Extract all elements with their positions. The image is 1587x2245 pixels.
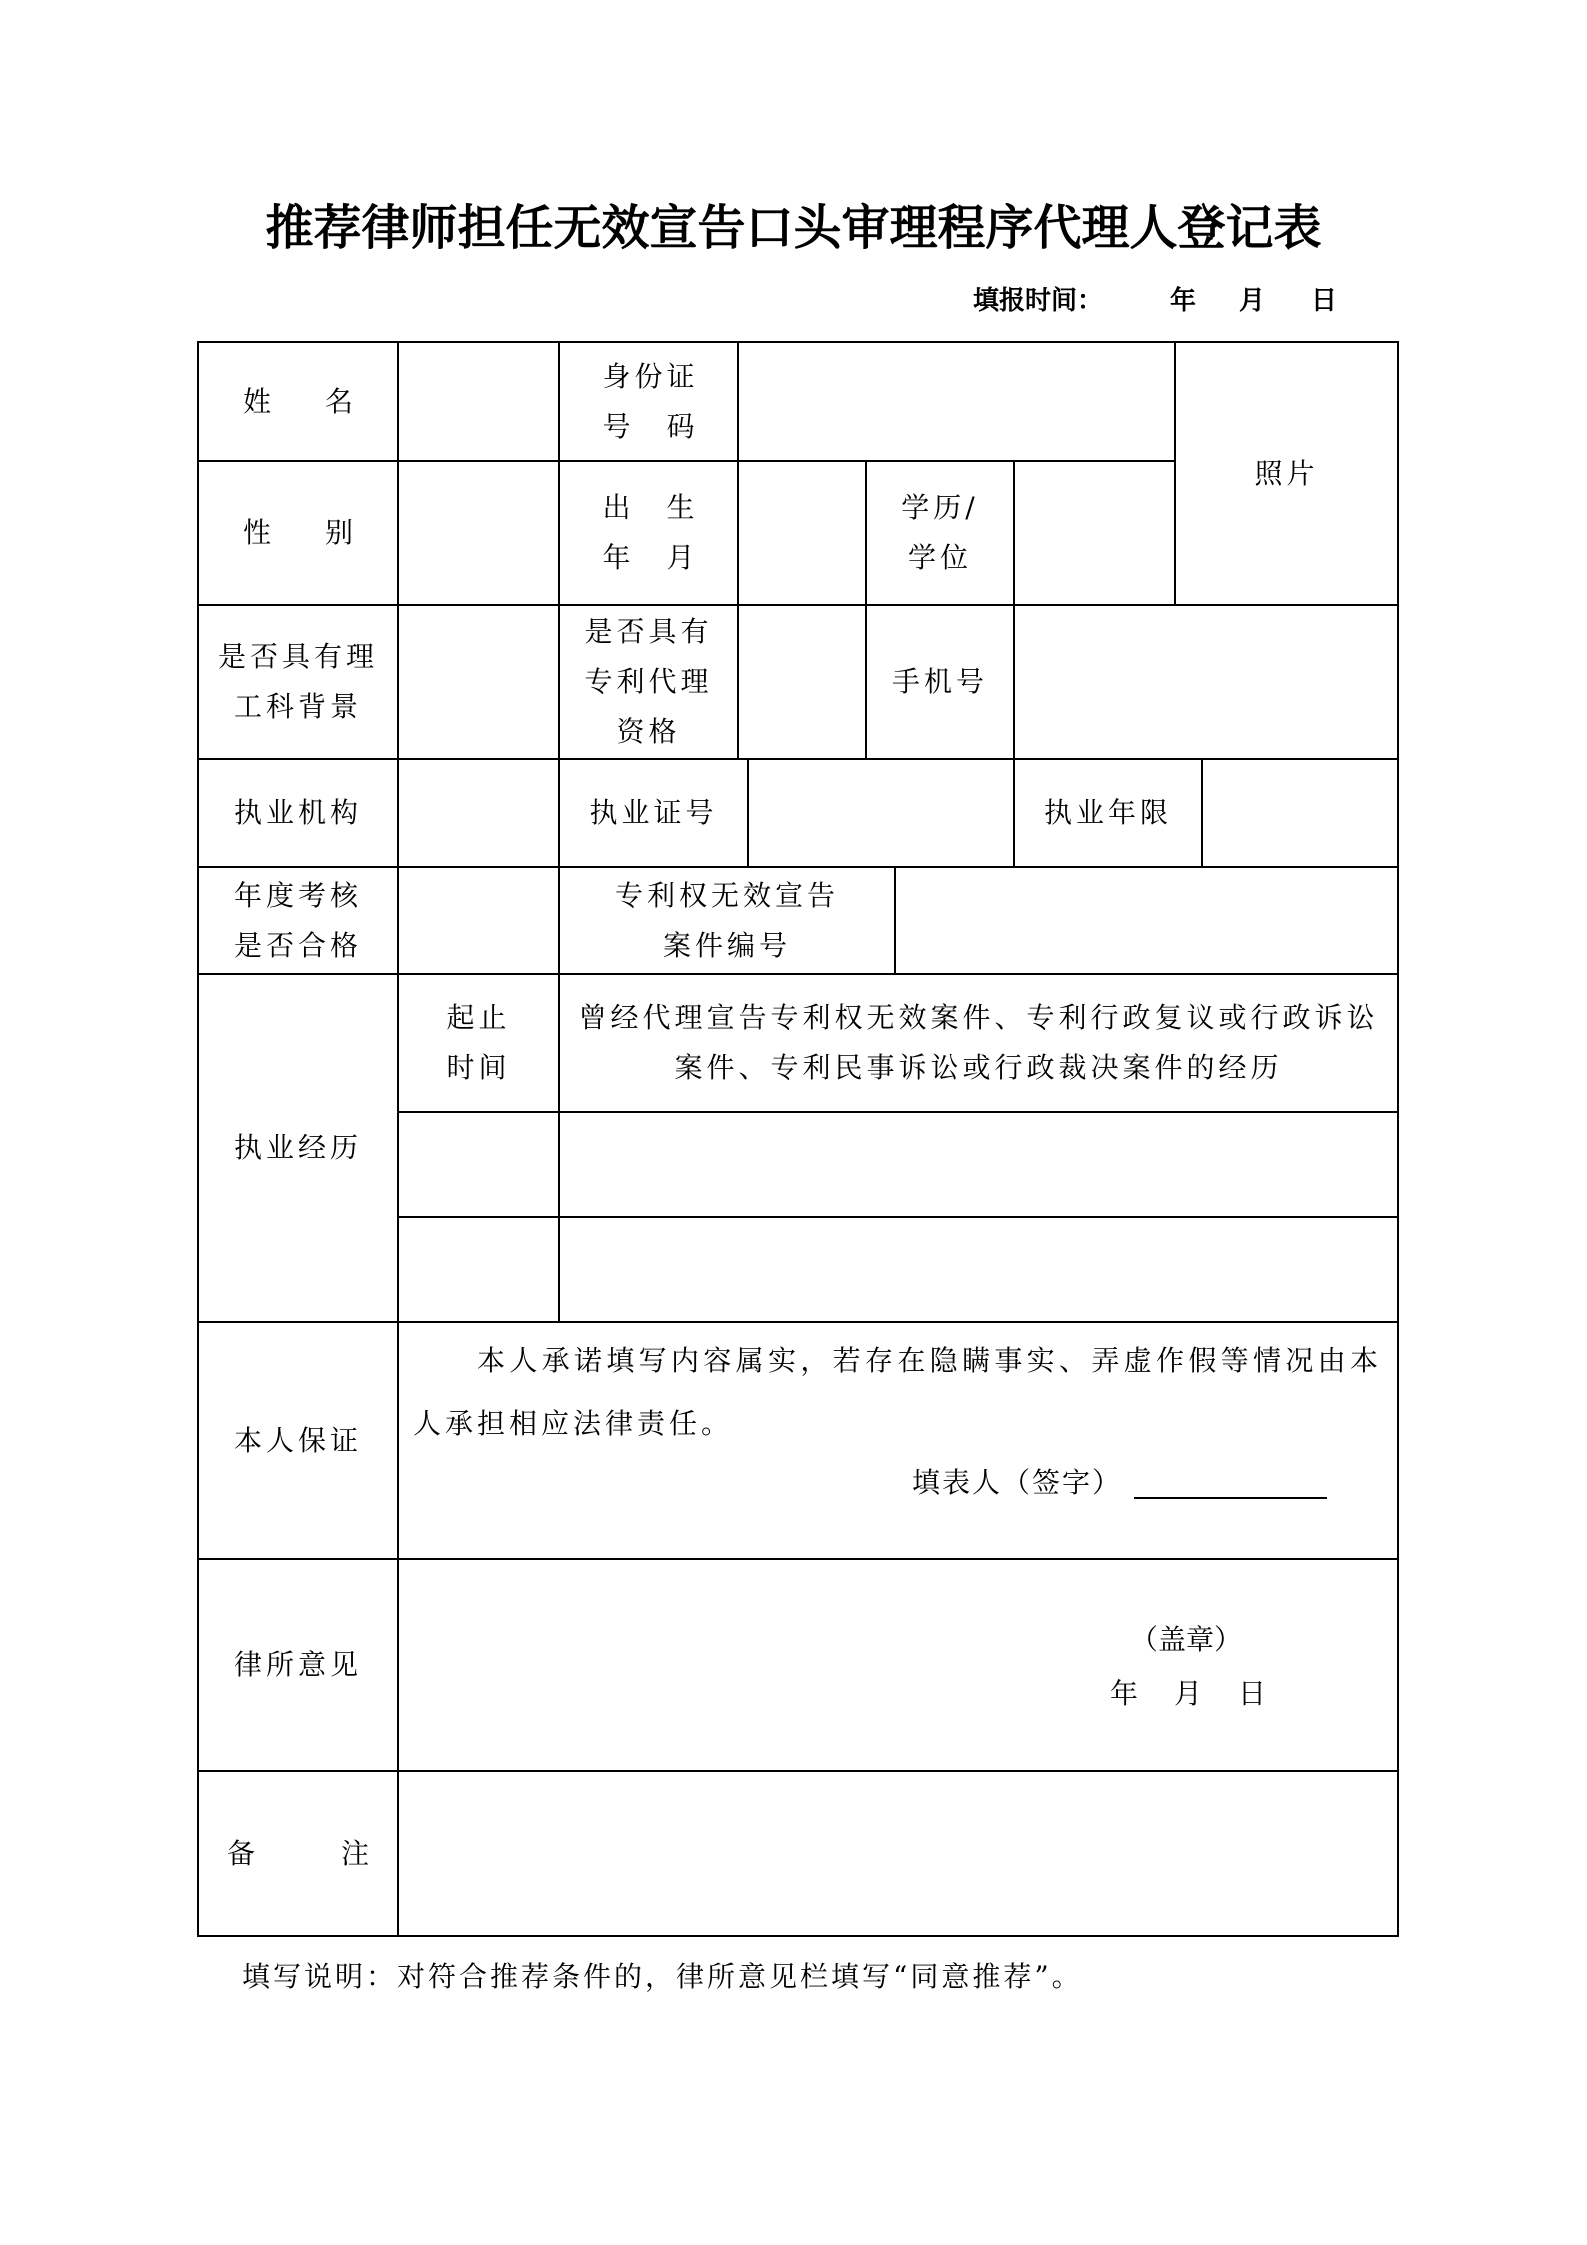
id-number-label-cell	[560, 343, 739, 462]
pledge-label: 本人保证	[233, 1423, 362, 1457]
experience-description-cell	[560, 1218, 1399, 1323]
name-label-cell	[199, 343, 399, 462]
experience-description-header-cell	[560, 975, 1399, 1113]
remarks-label: 备注	[227, 1836, 369, 1870]
pledge-label-cell	[199, 1323, 399, 1560]
license-value-cell	[749, 760, 1015, 868]
education-label-cell	[867, 462, 1015, 606]
form-title: 推荐律师担任无效宣告口头审理程序代理人登记表	[265, 200, 1322, 256]
firm-opinion-label-cell	[199, 1560, 399, 1772]
name-label: 姓名	[243, 384, 353, 418]
experience-period-header: 起止 时间	[446, 1001, 511, 1084]
fill-date-year: 年	[1170, 286, 1197, 316]
seal-label: （盖章）	[1129, 1623, 1242, 1656]
case-number-label-cell	[560, 868, 896, 975]
pledge-text: 本人承诺填写内容属实，若存在隐瞒事实、弄虚作假等情况由本人承担相应法律责任。	[413, 1344, 1382, 1440]
birth-value-cell	[739, 462, 867, 606]
firm-value-cell	[399, 760, 560, 868]
science-background-label: 是否具有理 工科背景	[217, 640, 378, 723]
phone-label-cell	[867, 606, 1015, 760]
gender-value-cell	[399, 462, 560, 606]
registration-table	[197, 341, 1399, 1937]
science-background-value-cell	[399, 606, 560, 760]
pledge-content-cell	[399, 1323, 1399, 1560]
birth-label: 出生 年月	[602, 491, 695, 574]
years-value-cell	[1203, 760, 1399, 868]
firm-opinion-content-cell	[399, 1560, 1399, 1772]
opinion-day-label: 日	[1237, 1677, 1266, 1710]
firm-opinion-label: 律所意见	[233, 1648, 362, 1681]
science-background-label-cell	[199, 606, 399, 760]
patent-agent-label: 是否具有 专利代理 资格	[584, 615, 713, 748]
experience-label-cell	[199, 975, 399, 1323]
opinion-year-label: 年	[1109, 1677, 1138, 1710]
name-value-cell	[399, 343, 560, 462]
license-label-cell	[560, 760, 749, 868]
photo-label: 照片	[1254, 456, 1319, 490]
patent-agent-value-cell	[739, 606, 867, 760]
signature-line	[1134, 1497, 1327, 1499]
annual-review-value-cell	[399, 868, 560, 975]
id-number-value-cell	[739, 343, 1176, 462]
firm-label-cell	[199, 760, 399, 868]
id-number-label: 身份证 号码	[602, 359, 695, 443]
phone-value-cell	[1015, 606, 1399, 760]
signature-label: 填表人（签字）	[912, 1466, 1123, 1499]
experience-period-cell	[399, 1113, 560, 1218]
gender-label: 性别	[243, 516, 353, 549]
patent-agent-label-cell	[560, 606, 739, 760]
years-label: 执业年限	[1043, 796, 1172, 829]
case-number-value-cell	[896, 868, 1399, 975]
annual-review-label: 年度考核 是否合格	[233, 878, 362, 962]
case-number-label: 专利权无效宣告 案件编号	[614, 878, 839, 962]
opinion-month-label: 月	[1173, 1677, 1202, 1710]
photo-cell	[1176, 343, 1399, 606]
remarks-label-cell	[199, 1772, 399, 1937]
years-label-cell	[1015, 760, 1203, 868]
experience-description-cell	[560, 1113, 1399, 1218]
annual-review-label-cell	[199, 868, 399, 975]
experience-period-cell	[399, 1218, 560, 1323]
fill-date-day: 日	[1311, 286, 1338, 316]
education-value-cell	[1015, 462, 1176, 606]
license-label: 执业证号	[589, 796, 718, 829]
firm-label: 执业机构	[233, 796, 362, 829]
fill-date-label: 填报时间：	[973, 286, 1104, 316]
phone-label: 手机号	[891, 665, 988, 698]
gender-label-cell	[199, 462, 399, 606]
remarks-value-cell	[399, 1772, 1399, 1937]
fill-date-month: 月	[1239, 286, 1266, 316]
birth-label-cell	[560, 462, 739, 606]
experience-description-header: 曾经代理宣告专利权无效案件、专利行政复议或行政诉讼 案件、专利民事诉讼或行政裁决案件的经历	[578, 1001, 1379, 1084]
experience-period-header-cell	[399, 975, 560, 1113]
experience-label: 执业经历	[233, 1131, 362, 1164]
education-label: 学历/ 学位	[901, 491, 979, 574]
fill-instructions: 填写说明：对符合推荐条件的，律所意见栏填写“同意推荐”。	[242, 1960, 1083, 1993]
